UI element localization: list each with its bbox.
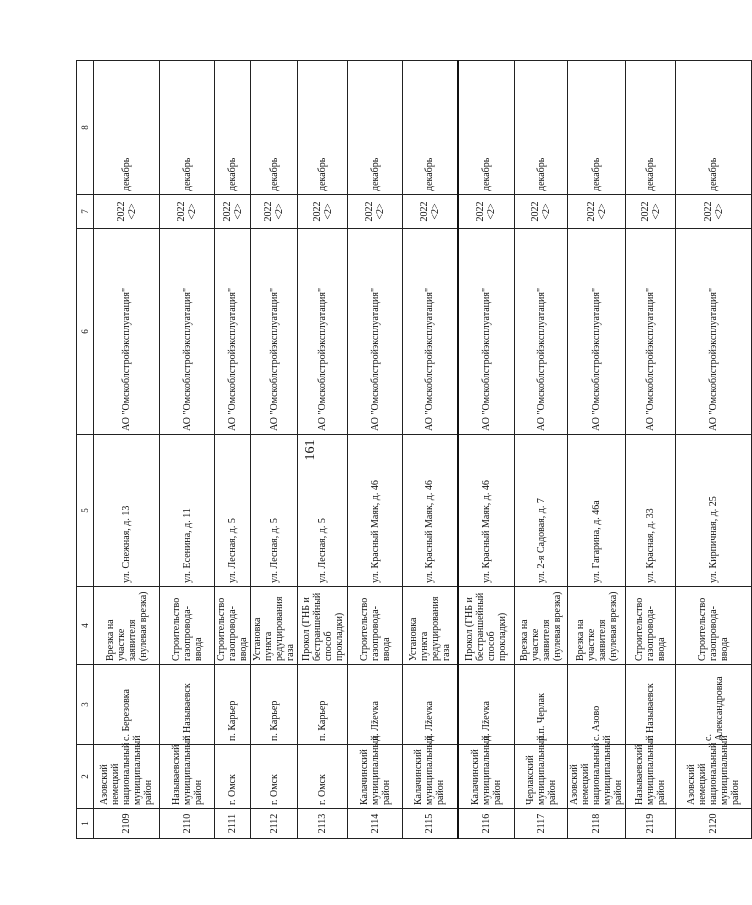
cell-num: 2119 [626,809,676,839]
cell-org: АО "Омскоблстройэксплуатация" [568,229,626,435]
cell-settlement: п. Карьер [298,665,348,745]
cell-num: 2117 [515,809,568,839]
page-number: 161 [303,439,318,461]
cell-month: декабрь [458,61,515,195]
cell-address: ул. Есенина, д. 11 [160,435,215,587]
cell-district: Азовский немецкий национальный муниципальный район [568,745,626,809]
cell-district: Называевский муниципальный район [626,745,676,809]
table-row [160,61,215,839]
table-row [94,61,160,839]
cell-work: Установка пункта редуцирования газа [251,587,298,665]
cell-year: 2022 <2> [251,195,298,229]
cell-org: АО "Омскоблстройэксплуатация" [215,229,251,435]
cell-org: АО "Омскоблстройэксплуатация" [348,229,403,435]
cell-month: декабрь [676,61,752,195]
cell-settlement: д. Лževка [348,665,403,745]
cell-month: декабрь [215,61,251,195]
table-row [348,61,403,839]
cell-district: Азовский немецкий национальный муниципальный район [676,745,752,809]
cell-year: 2022 <2> [676,195,752,229]
rotated-table-container [76,61,741,839]
column-number-row [77,61,94,839]
cell-address: ул. Красный Маяк, д. 46 [403,435,458,587]
cell-settlement: р.п. Черлак [515,665,568,745]
cell-district: Калачинский муниципальный район [458,745,515,809]
column-number: 7 [77,195,94,229]
cell-month: декабрь [298,61,348,195]
cell-work: Строительство газопровода-ввода [215,587,251,665]
cell-work: Прокол (ГНБ и бестраншейный способ прокладки) [298,587,348,665]
cell-work: Врезка на участке заявителя (нулевая врезка) [515,587,568,665]
column-number: 4 [77,587,94,665]
table-body [94,61,752,839]
cell-work: Строительство газопровода-ввода [348,587,403,665]
cell-district: Азовский немецкий национальный муниципальный район [94,745,160,809]
table-row [298,61,348,839]
cell-org: АО "Омскоблстройэксплуатация" [403,229,458,435]
cell-year: 2022 <2> [403,195,458,229]
cell-settlement: г. Называевск [160,665,215,745]
cell-month: декабрь [251,61,298,195]
cell-address: ул. Лесная, д. 5 [298,435,348,587]
cell-org: АО "Омскоблстройэксплуатация" [160,229,215,435]
cell-address: ул. Кирпичная, д. 25 [676,435,752,587]
table-row [215,61,251,839]
table-row [403,61,458,839]
table-row [251,61,298,839]
cell-settlement: д. Лževка [458,665,515,745]
cell-org: АО "Омскоблстройэксплуатация" [94,229,160,435]
cell-num: 2115 [403,809,458,839]
column-number: 2 [77,745,94,809]
cell-address: ул. Лесная, д. 5 [215,435,251,587]
works-table [76,60,752,839]
cell-address: ул. Красный Маяк, д. 46 [458,435,515,587]
cell-org: АО "Омскоблстройэксплуатация" [458,229,515,435]
cell-year: 2022 <2> [94,195,160,229]
cell-month: декабрь [94,61,160,195]
cell-num: 2111 [215,809,251,839]
cell-work: Прокол (ГНБ и бестраншейный способ прокладки) [458,587,515,665]
cell-settlement: с. Азово [568,665,626,745]
cell-settlement: г. Называевск [626,665,676,745]
cell-num: 2120 [676,809,752,839]
cell-month: декабрь [626,61,676,195]
cell-settlement: д. Лževка [403,665,458,745]
cell-address: ул. Лесная, д. 5 [251,435,298,587]
cell-district: Называевский муниципальный район [160,745,215,809]
cell-month: декабрь [160,61,215,195]
cell-month: декабрь [568,61,626,195]
cell-settlement: п. Карьер [251,665,298,745]
cell-num: 2113 [298,809,348,839]
cell-num: 2114 [348,809,403,839]
cell-year: 2022 <2> [458,195,515,229]
cell-org: АО "Омскоблстройэксплуатация" [626,229,676,435]
column-number: 6 [77,229,94,435]
cell-year: 2022 <2> [568,195,626,229]
cell-work: Строительство газопровода-ввода [626,587,676,665]
cell-district: Черлакский муниципальный район [515,745,568,809]
cell-year: 2022 <2> [160,195,215,229]
cell-address: ул. Снежная, д. 13 [94,435,160,587]
column-number: 5 [77,435,94,587]
cell-num: 2109 [94,809,160,839]
cell-num: 2112 [251,809,298,839]
cell-org: АО "Омскоблстройэксплуатация" [676,229,752,435]
cell-work: Врезка на участке заявителя (нулевая врезка) [94,587,160,665]
table-row [676,61,752,839]
table-row [568,61,626,839]
cell-num: 2110 [160,809,215,839]
cell-district: г. Омск [215,745,251,809]
cell-settlement: с. Александровка [676,665,752,745]
cell-month: декабрь [403,61,458,195]
cell-year: 2022 <2> [515,195,568,229]
cell-org: АО "Омскоблстройэксплуатация" [251,229,298,435]
table-row [458,61,515,839]
table-row [626,61,676,839]
cell-settlement: с. Березовка [94,665,160,745]
cell-year: 2022 <2> [215,195,251,229]
cell-work: Строительство газопровода-ввода [676,587,752,665]
column-number: 1 [77,809,94,839]
cell-address: ул. Красный Маяк, д. 46 [348,435,403,587]
cell-year: 2022 <2> [298,195,348,229]
cell-month: декабрь [515,61,568,195]
cell-work: Строительство газопровода-ввода [160,587,215,665]
cell-district: Калачинский муниципальный район [403,745,458,809]
cell-address: ул. 2-я Садовая, д. 7 [515,435,568,587]
cell-district: г. Омск [298,745,348,809]
cell-org: АО "Омскоблстройэксплуатация" [298,229,348,435]
cell-num: 2118 [568,809,626,839]
cell-address: ул. Красная, д. 33 [626,435,676,587]
cell-district: Калачинский муниципальный район [348,745,403,809]
table-row [515,61,568,839]
column-number: 8 [77,61,94,195]
cell-month: декабрь [348,61,403,195]
cell-address: ул. Гагарина, д. 46а [568,435,626,587]
cell-num: 2116 [458,809,515,839]
cell-year: 2022 <2> [626,195,676,229]
cell-district: г. Омск [251,745,298,809]
cell-year: 2022 <2> [348,195,403,229]
cell-settlement: п. Карьер [215,665,251,745]
cell-work: Врезка на участке заявителя (нулевая врезка) [568,587,626,665]
column-number: 3 [77,665,94,745]
cell-org: АО "Омскоблстройэксплуатация" [515,229,568,435]
cell-work: Установка пункта редуцирования газа [403,587,458,665]
